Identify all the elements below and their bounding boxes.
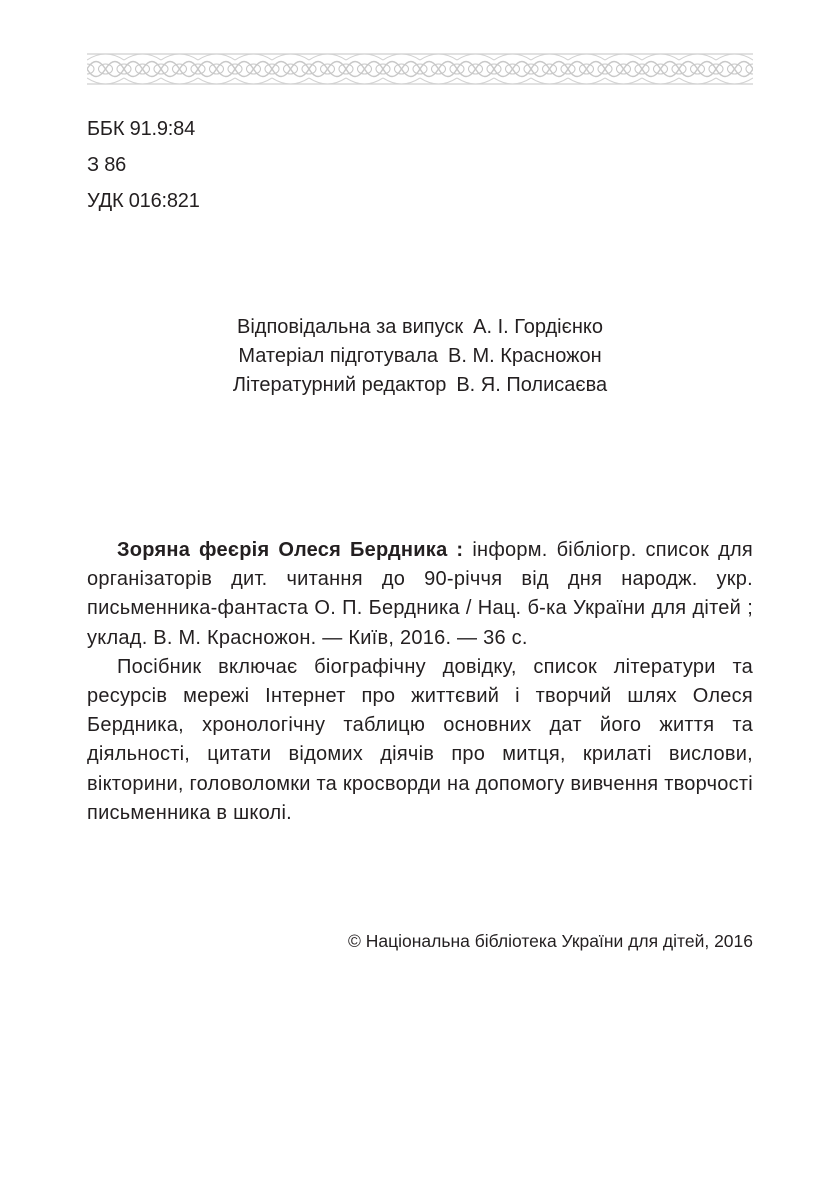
bbk-index: ББК 91.9:84 — [87, 118, 195, 140]
copyright-notice: © Національна бібліотека України для дітей, 2016 — [348, 931, 753, 951]
book-description: інформ. бібліогр. список для організаторів дит. читання до 90-річчя від дня народж. укр. письменника-фантаста О. П. Бердника / Нац. б-ка України для дітей ; уклад. В. М. Красножон. — Київ, 2016. — 36 с. — [87, 539, 753, 649]
author-sign: З 86 — [87, 154, 127, 176]
decorative-ornament-border — [87, 52, 753, 86]
credits-block — [87, 313, 753, 400]
credit-name: В. М. Красножон — [448, 345, 602, 367]
credit-role: Матеріал підготувала — [238, 345, 439, 367]
udk-index: УДК 016:821 — [87, 190, 200, 212]
credit-name: В. Я. Полисаєва — [456, 374, 608, 396]
credit-role: Відповідальна за випуск — [237, 316, 464, 338]
annotation: Посібник включає біографічну довідку, список літератури та ресурсів мережі Інтернет про життєвий і творчий шлях Олеся Бердника, хронологічну таблицю основних дат його життя та діяльності, цитати відомих діячів про митця, крилаті вислови, вікторини, головоломки та кросворди на допомогу вивчення творчості письменника в школі. — [87, 655, 753, 824]
credit-line — [87, 313, 753, 342]
book-title: Зоряна феєрія Олеся Бердника : — [117, 539, 464, 561]
credit-name: А. І. Гордієнко — [473, 316, 603, 338]
credit-line — [87, 371, 753, 400]
bibliographic-description — [87, 536, 753, 828]
credit-role: Літературний редактор — [232, 374, 447, 396]
credit-line — [87, 342, 753, 371]
bibliographic-record — [87, 536, 753, 653]
